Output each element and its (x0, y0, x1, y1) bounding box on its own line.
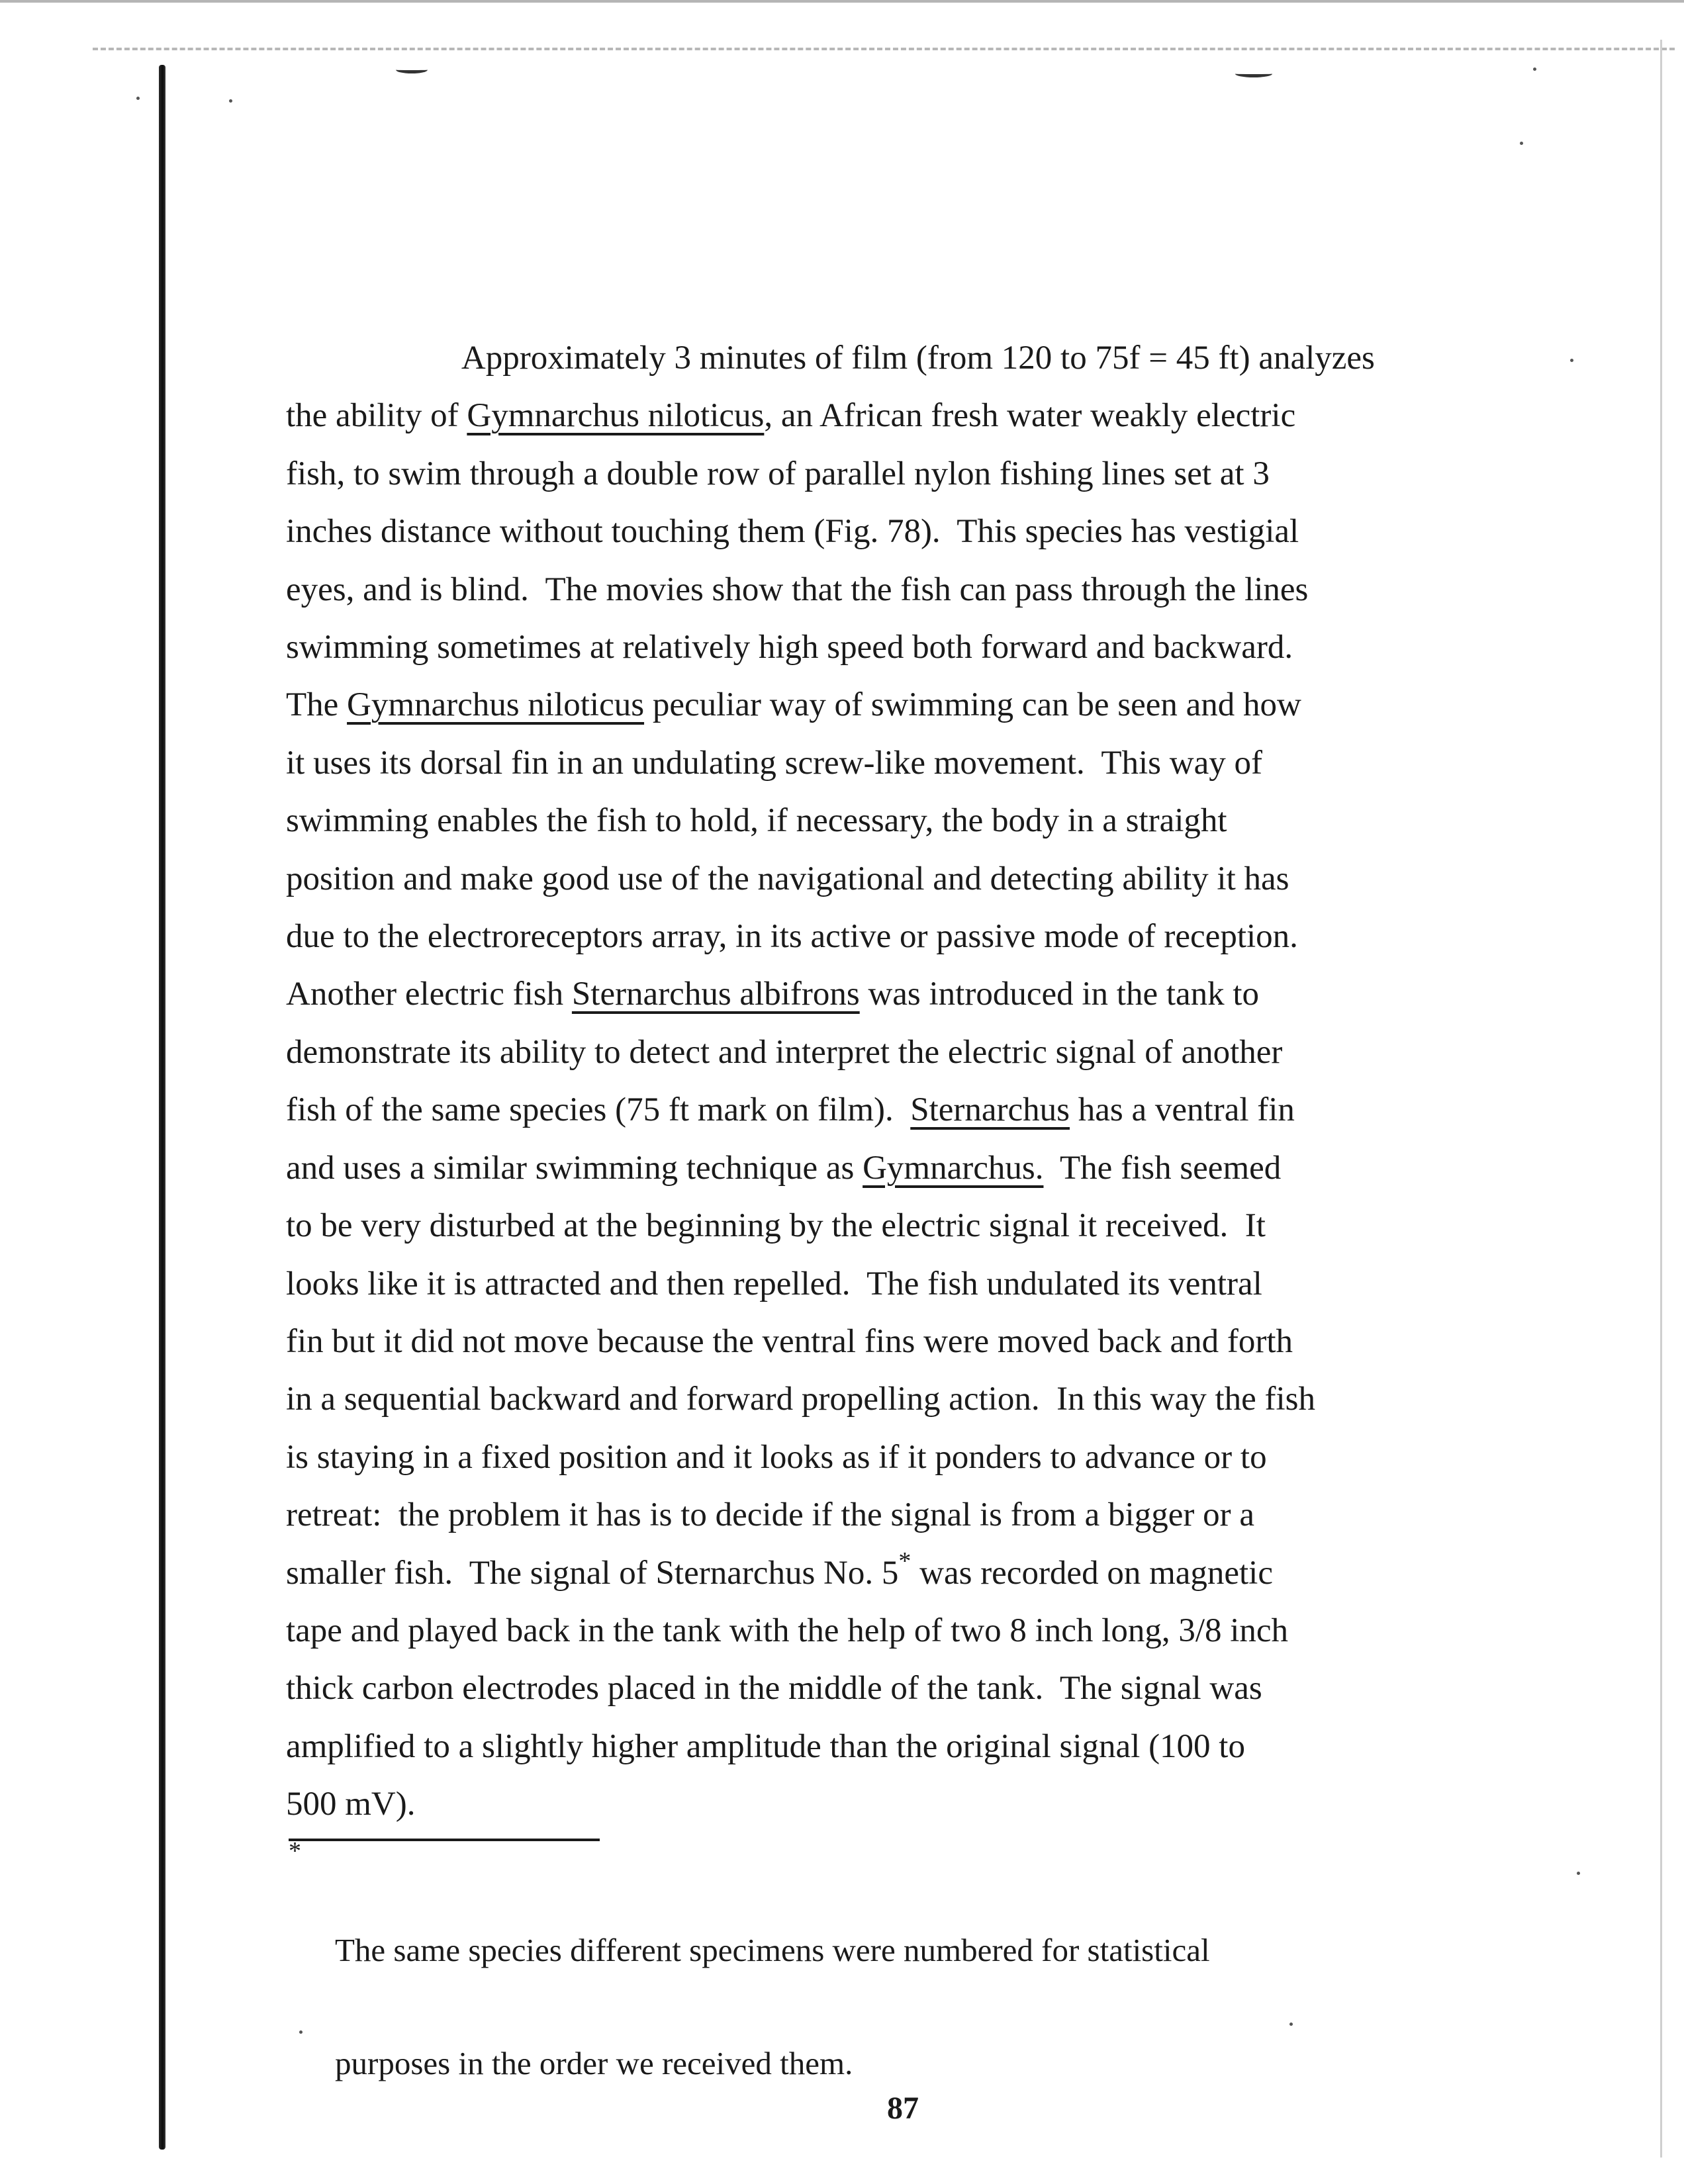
body-line (286, 445, 1643, 503)
scan-artifact-dashed-line (93, 48, 1675, 50)
body-line (286, 1313, 1643, 1371)
species-name: Gymnarchus. (863, 1149, 1044, 1187)
text-run: retreat: the problem it has is to decide if the signal is from a bigger or a (286, 1496, 1254, 1534)
body-line (286, 1429, 1643, 1486)
body-line (286, 1197, 1643, 1255)
text-run: fin but it did not move because the ventral fins were moved back and forth (286, 1322, 1293, 1360)
footnote-line: The same species different specimens were numbered for statistical (335, 1932, 1210, 1968)
footnote-text (335, 1856, 1626, 2120)
text-run: Another electric fish (286, 976, 572, 1013)
body-line (286, 330, 1643, 387)
text-run: the ability of (286, 397, 467, 435)
body-line (286, 966, 1643, 1023)
text-run: smaller fish. The signal of Sternarchus No. 5 (286, 1554, 899, 1592)
text-run: , an African fresh water weakly electric (764, 397, 1296, 435)
text-run: looks like it is attracted and then repelled. The fish undulated its ventral (286, 1265, 1262, 1302)
body-line (286, 387, 1643, 445)
scan-artifact-mark (1235, 70, 1272, 77)
text-run: eyes, and is blind. The movies show that the fish can pass through the lines (286, 570, 1309, 608)
body-line (286, 1718, 1643, 1776)
body-line (286, 503, 1643, 561)
body-line (286, 735, 1643, 792)
text-run: 500 mV). (286, 1786, 416, 1823)
body-line (286, 1776, 1643, 1833)
body-line (286, 792, 1643, 850)
text-run: fish, to swim through a double row of parallel nylon fishing lines set at 3 (286, 455, 1270, 492)
text-run: swimming sometimes at relatively high speed both forward and backward. (286, 629, 1293, 666)
scan-speck (229, 99, 232, 103)
scan-speck (136, 97, 140, 100)
body-line (286, 1486, 1643, 1544)
text-run: to be very disturbed at the beginning by the electric signal it received. It (286, 1207, 1266, 1245)
body-line (286, 676, 1643, 734)
body-line (286, 561, 1643, 619)
species-name: Sternarchus albifrons (571, 976, 860, 1013)
body-paragraph (286, 330, 1643, 1834)
body-line (286, 1140, 1643, 1197)
footnote-line: purposes in the order we received them. (335, 2045, 853, 2081)
scan-right-edge (1660, 40, 1662, 2158)
text-run: position and make good use of the navigational and detecting ability it has (286, 860, 1289, 897)
text-run: was recorded on magnetic (911, 1554, 1273, 1592)
text-run: amplified to a slightly higher amplitude than the original signal (100 to (286, 1727, 1245, 1765)
body-line (286, 1602, 1643, 1660)
text-run: thick carbon electrodes placed in the middle of the tank. The signal was (286, 1670, 1262, 1707)
scan-top-edge (0, 0, 1684, 3)
species-name: Sternarchus (910, 1091, 1070, 1129)
text-run: The (286, 686, 348, 724)
text-run: The fish seemed (1043, 1149, 1282, 1187)
text-run: swimming enables the fish to hold, if necessary, the body in a straight (286, 802, 1227, 840)
text-run: in a sequential backward and forward propelling action. In this way the fish (286, 1381, 1316, 1418)
text-run: Approximately 3 minutes of film (from 120 to 75f = 45 ft) analyzes (286, 340, 1375, 377)
body-line (286, 1371, 1643, 1428)
body-line (286, 908, 1643, 966)
text-run: due to the electroreceptors array, in its active or passive mode of reception. (286, 918, 1298, 956)
scan-artifact-mark (396, 66, 428, 73)
body-line (286, 1545, 1643, 1602)
binding-edge-line (159, 65, 165, 2150)
text-run: is staying in a fixed position and it looks as if it ponders to advance or to (286, 1438, 1267, 1476)
footnote-divider (289, 1839, 600, 1841)
body-line (286, 850, 1643, 908)
scan-speck (1520, 142, 1523, 145)
text-run: it uses its dorsal fin in an undulating screw-like movement. This way of (286, 744, 1262, 782)
text-run: has a ventral fin (1070, 1091, 1295, 1129)
footnote-reference: * (898, 1547, 912, 1575)
text-run: fish of the same species (75 ft mark on film). (286, 1091, 911, 1129)
body-line (286, 619, 1643, 676)
body-line (286, 1255, 1643, 1313)
footnote-marker: * (289, 1837, 301, 1865)
text-run: was introduced in the tank to (859, 976, 1260, 1013)
page-number: 87 (887, 2091, 919, 2126)
text-run: inches distance without touching them (Fig. 78). This species has vestigial (286, 513, 1299, 551)
text-run: peculiar way of swimming can be seen and how (644, 686, 1301, 724)
text-run: tape and played back in the tank with the help of two 8 inch long, 3/8 inch (286, 1612, 1289, 1649)
body-line (286, 1081, 1643, 1139)
text-run: demonstrate its ability to detect and interpret the electric signal of another (286, 1033, 1283, 1071)
scan-speck (1533, 68, 1536, 71)
scan-speck (299, 2030, 303, 2034)
text-run: and uses a similar swimming technique as (286, 1149, 863, 1187)
species-name: Gymnarchus niloticus (467, 397, 765, 435)
species-name: Gymnarchus niloticus (347, 686, 645, 724)
body-line (286, 1024, 1643, 1081)
body-line (286, 1660, 1643, 1717)
